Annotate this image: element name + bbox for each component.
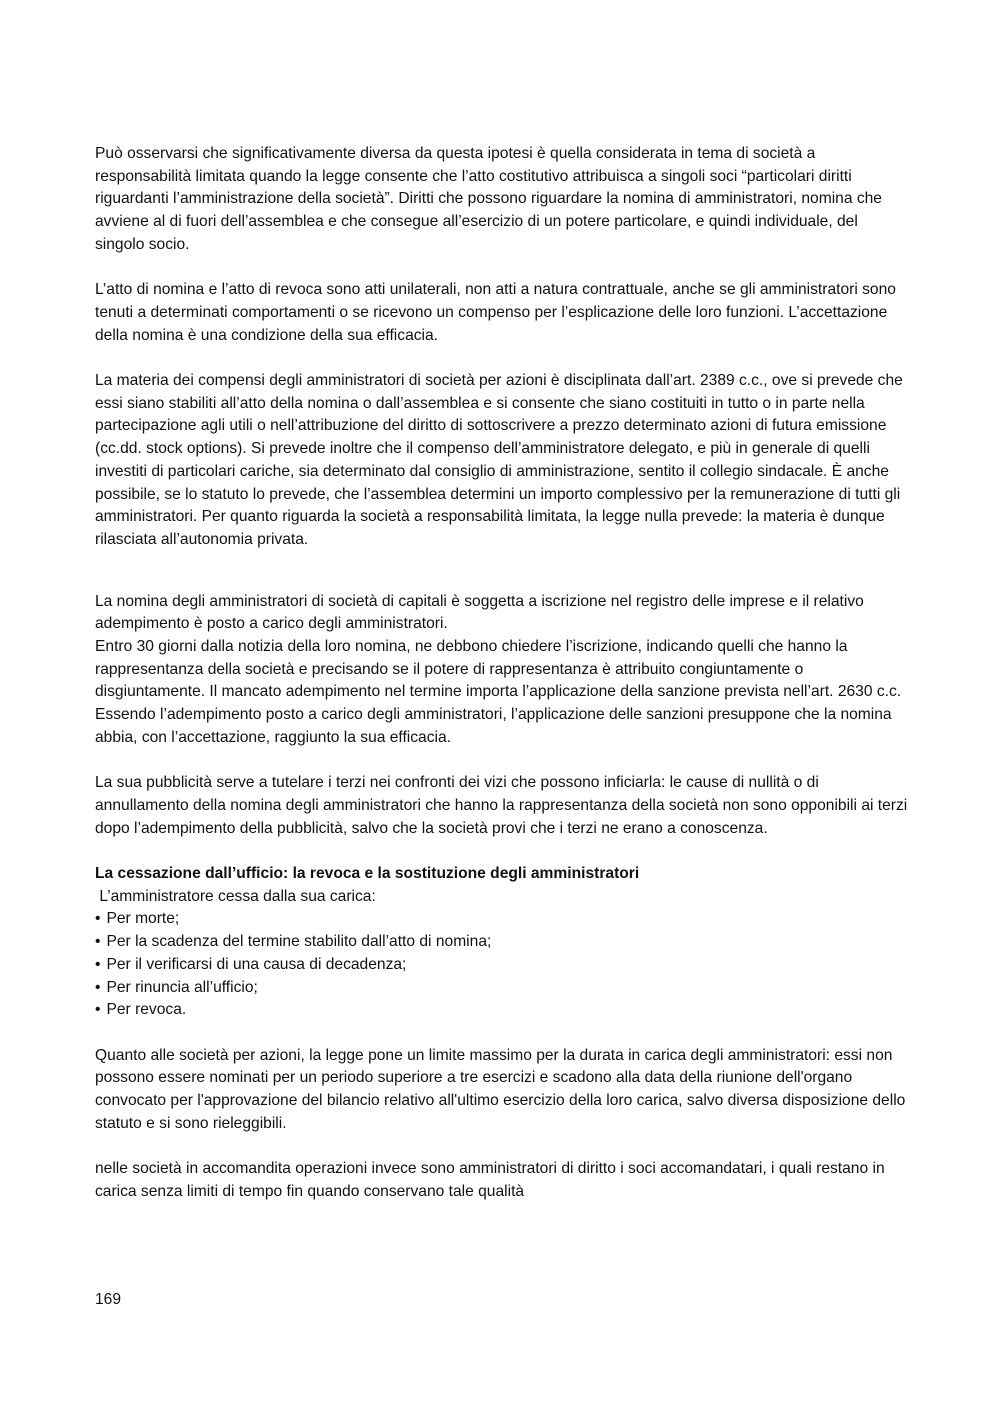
section-heading: La cessazione dall’ufficio: la revoca e la sostituzione degli amministratori	[95, 865, 640, 883]
page-number: 169	[95, 1291, 122, 1308]
termination-causes-list	[95, 908, 910, 1022]
spacer	[95, 552, 910, 591]
paragraph-registration: La nomina degli amministratori di società di capitali è soggetta a iscrizione nel registro delle imprese e il relativo adempimento è posto a carico degli amministratori.	[95, 592, 864, 633]
paragraph-compensation: La materia dei compensi degli amministratori di società per azioni è disciplinata dall’art. 2389 c.c., ove si prevede che essi siano stabiliti all’atto della nomina o dall’assemblea e si consente che siano costituiti in tutto o in parte nella partecipazione agli utili o nell’attribuzione del diritto di sottoscrivere a prezzo determinato azioni di futura emissione (cc.dd. stock options). Si prevede inoltre che il compenso dell’amministratore delegato, e più in generale di quelli investiti di particolari cariche, sia determinato dal consiglio di amministrazione, sentito il collegio sindacale. È anche possibile, se lo statuto lo prevede, che l’assemblea determini un importo complessivo per la remunerazione di tutti gli amministratori. Per quanto riguarda la società a responsabilità limitata, la legge nulla prevede: la materia è dunque rilasciata all’autonomia privata.	[95, 372, 903, 548]
spacer	[95, 1022, 910, 1045]
spacer	[95, 347, 910, 370]
list-item: • Per il verificarsi di una causa di decadenza;	[95, 954, 910, 977]
paragraph-limited-partnership: nelle società in accomandita operazioni invece sono amministratori di diritto i soci accomandatari, i quali restano in carica senza limiti di tempo fin quando conservano tale qualità	[95, 1160, 885, 1200]
paragraph-unilateral-acts: L’atto di nomina e l’atto di revoca sono atti unilaterali, non atti a natura contrattuale, anche se gli amministratori sono tenuti a determinati comportamenti o se ricevono un compenso per l’esplicazione delle loro funzioni. L’accettazione della nomina è una condizione della sua efficacia.	[95, 281, 896, 344]
paragraph-special-rights: Può osservarsi che significativamente diversa da questa ipotesi è quella considerata in tema di società a responsabilità limitata quando la legge consente che l’atto costitutivo attribuisca a singoli soci “particolari diritti riguardanti l’amministrazione della società”. Diritti che possono riguardare la nomina di amministratori, nomina che avviene al di fuori dell’assemblea e che consegue all’esercizio di un potere particolare, e quindi individuale, del singolo socio.	[95, 145, 882, 253]
document-page	[95, 143, 910, 1204]
list-item: • Per revoca.	[95, 999, 910, 1022]
spacer	[95, 1135, 910, 1158]
paragraph-publicity: La sua pubblicità serve a tutelare i terzi nei confronti dei vizi che possono inficiarla: le cause di nullità o di annullamento della nomina degli amministratori che hanno la rappresentanza della società non sono opponibili ai terzi dopo l’adempimento della pubblicità, salvo che la società provi che i terzi ne erano a conoscenza.	[95, 774, 908, 837]
section-intro: L’amministratore cessa dalla sua carica:	[95, 887, 376, 905]
list-item: • Per morte;	[95, 908, 910, 931]
spacer	[95, 750, 910, 773]
list-item: • Per rinuncia all’ufficio;	[95, 977, 910, 1000]
spacer	[95, 840, 910, 863]
spacer	[95, 257, 910, 280]
paragraph-term-limit: Quanto alle società per azioni, la legge pone un limite massimo per la durata in carica degli amministratori: essi non possono essere nominati per un periodo superiore a tre esercizi e scadono alla data della riunione dell'organo convocato per l'approvazione del bilancio relativo all'ultimo esercizio della loro carica, salvo diversa disposizione dello statuto e si sono rieleggibili.	[95, 1046, 906, 1132]
list-item: • Per la scadenza del termine stabilito dall’atto di nomina;	[95, 931, 910, 954]
paragraph-registration-deadline: Entro 30 giorni dalla notizia della loro nomina, ne debbono chiedere l’iscrizione, indicando quelli che hanno la rappresentanza della società e precisando se il potere di rappresentanza è attribuito congiuntamente o disgiuntamente. Il mancato adempimento nel termine importa l’applicazione della sanzione prevista nell’art. 2630 c.c. Essendo l’adempimento posto a carico degli amministratori, l’applicazione delle sanzioni presuppone che la nomina abbia, con l’accettazione, raggiunto la sua efficacia.	[95, 638, 902, 746]
